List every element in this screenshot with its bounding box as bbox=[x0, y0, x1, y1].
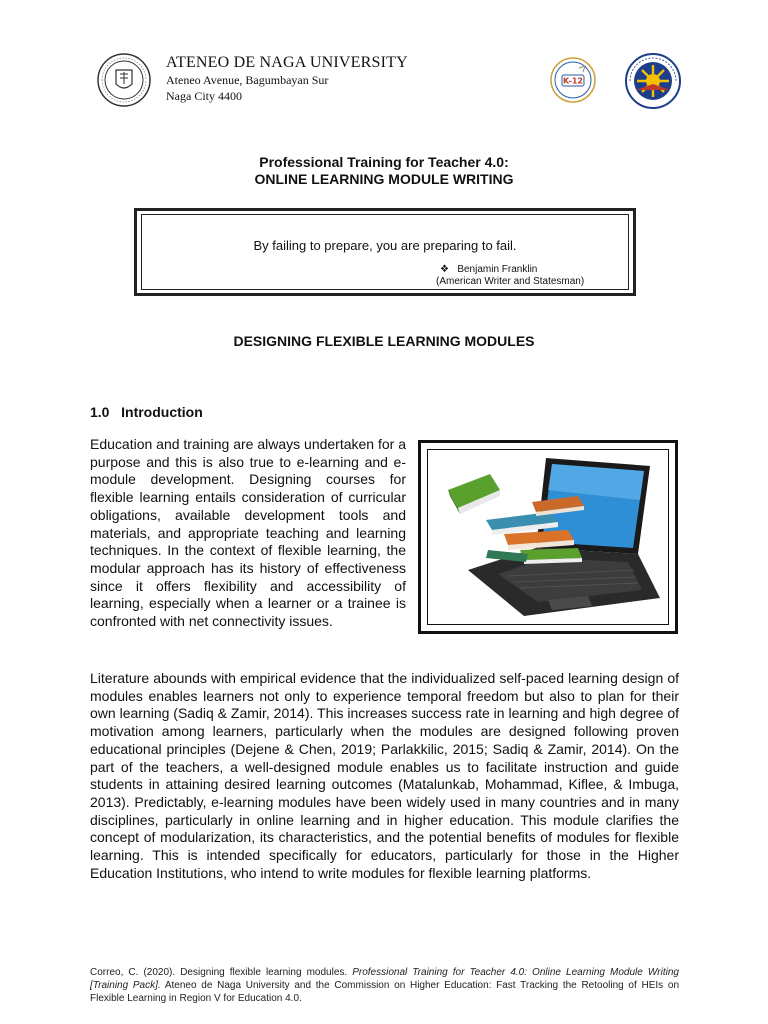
citation-footer bbox=[90, 966, 679, 1005]
intro-paragraph-2: Literature abounds with empirical evidence that the individualized self-paced learning design of modules enables learners not only to experience temporal freedom but also to plan for their own learning (Sadiq & Zamir, 2014). This increases success rate in learning and high degree of motivation among learners, particularly when the modules are designed following proven educational principles (Dejene & Chen, 2019; Parlakkilic, 2015; Sadiq & Zamir, 2014). On the part of the teachers, a well-designed module enables us to facilitate instruction and guide students in attaining desired learning outcomes (Matalunkab, Mohammad, Kiflee, & Imbuga, 2013). Predictably, e-learning modules have been widely used in many countries and in many disciplines, particularly in online learning and in higher education. This module clarifies the concept of modularization, its characteristics, and the potential benefits of modules for flexible learning. This is intended specifically for educators, particularly for those in the Higher Education Institutions, who intend to write modules for flexible learning platforms. bbox=[90, 670, 679, 881]
quote-author-name: Benjamin Franklin bbox=[457, 264, 538, 275]
ched-seal bbox=[624, 52, 682, 110]
address-line-1: Ateneo Avenue, Bagumbayan Sur bbox=[166, 73, 329, 87]
intro-paragraph-1: Education and training are always undertaken for a purpose and this is also true to e-learning and e-module development. Designing courses for flexible learning entails consideration of curricular obligations, available development tools and materials, and appropriate teaching and learning techniques. In the context of flexible learning, the modular approach has its history of effectiveness since it offers flexibility and accessibility of learning, especially when a learner or a trainee is confronted with net connectivity issues. bbox=[90, 436, 406, 630]
citation-italic-title: Professional Training for Teacher 4.0: Online Learning Module Writing [Training Pack]. bbox=[90, 967, 679, 991]
quote-bullet-icon: ❖ bbox=[440, 264, 449, 275]
university-header bbox=[166, 54, 408, 104]
ched-k12-logo bbox=[549, 56, 597, 104]
address-line-2: Naga City 4400 bbox=[166, 89, 242, 103]
ateneo-seal bbox=[96, 52, 152, 108]
intro-heading: 1.0 Introduction bbox=[90, 404, 203, 420]
laptop-books-figure bbox=[418, 440, 678, 634]
training-subtitle: ONLINE LEARNING MODULE WRITING bbox=[254, 171, 514, 187]
quote-author-role: (American Writer and Statesman) bbox=[436, 276, 585, 287]
quote-text: By failing to prepare, you are preparing to fail. bbox=[253, 238, 517, 253]
citation-suffix: Ateneo de Naga University and the Commission on Higher Education: Fast Tracking the Retooling of HEIs on Flexible Learning in Region V for Education 4.0. bbox=[90, 980, 680, 1004]
university-name: ATENEO DE NAGA UNIVERSITY bbox=[166, 54, 408, 71]
quote-author bbox=[440, 264, 590, 275]
k12-badge-text: K-12 bbox=[563, 76, 583, 86]
citation-prefix: Correo, C. (2020). Designing flexible learning modules. bbox=[90, 967, 353, 978]
section-title: DESIGNING FLEXIBLE LEARNING MODULES bbox=[233, 333, 535, 349]
training-title: Professional Training for Teacher 4.0: bbox=[259, 154, 509, 170]
laptop-with-books-illustration bbox=[428, 450, 668, 624]
